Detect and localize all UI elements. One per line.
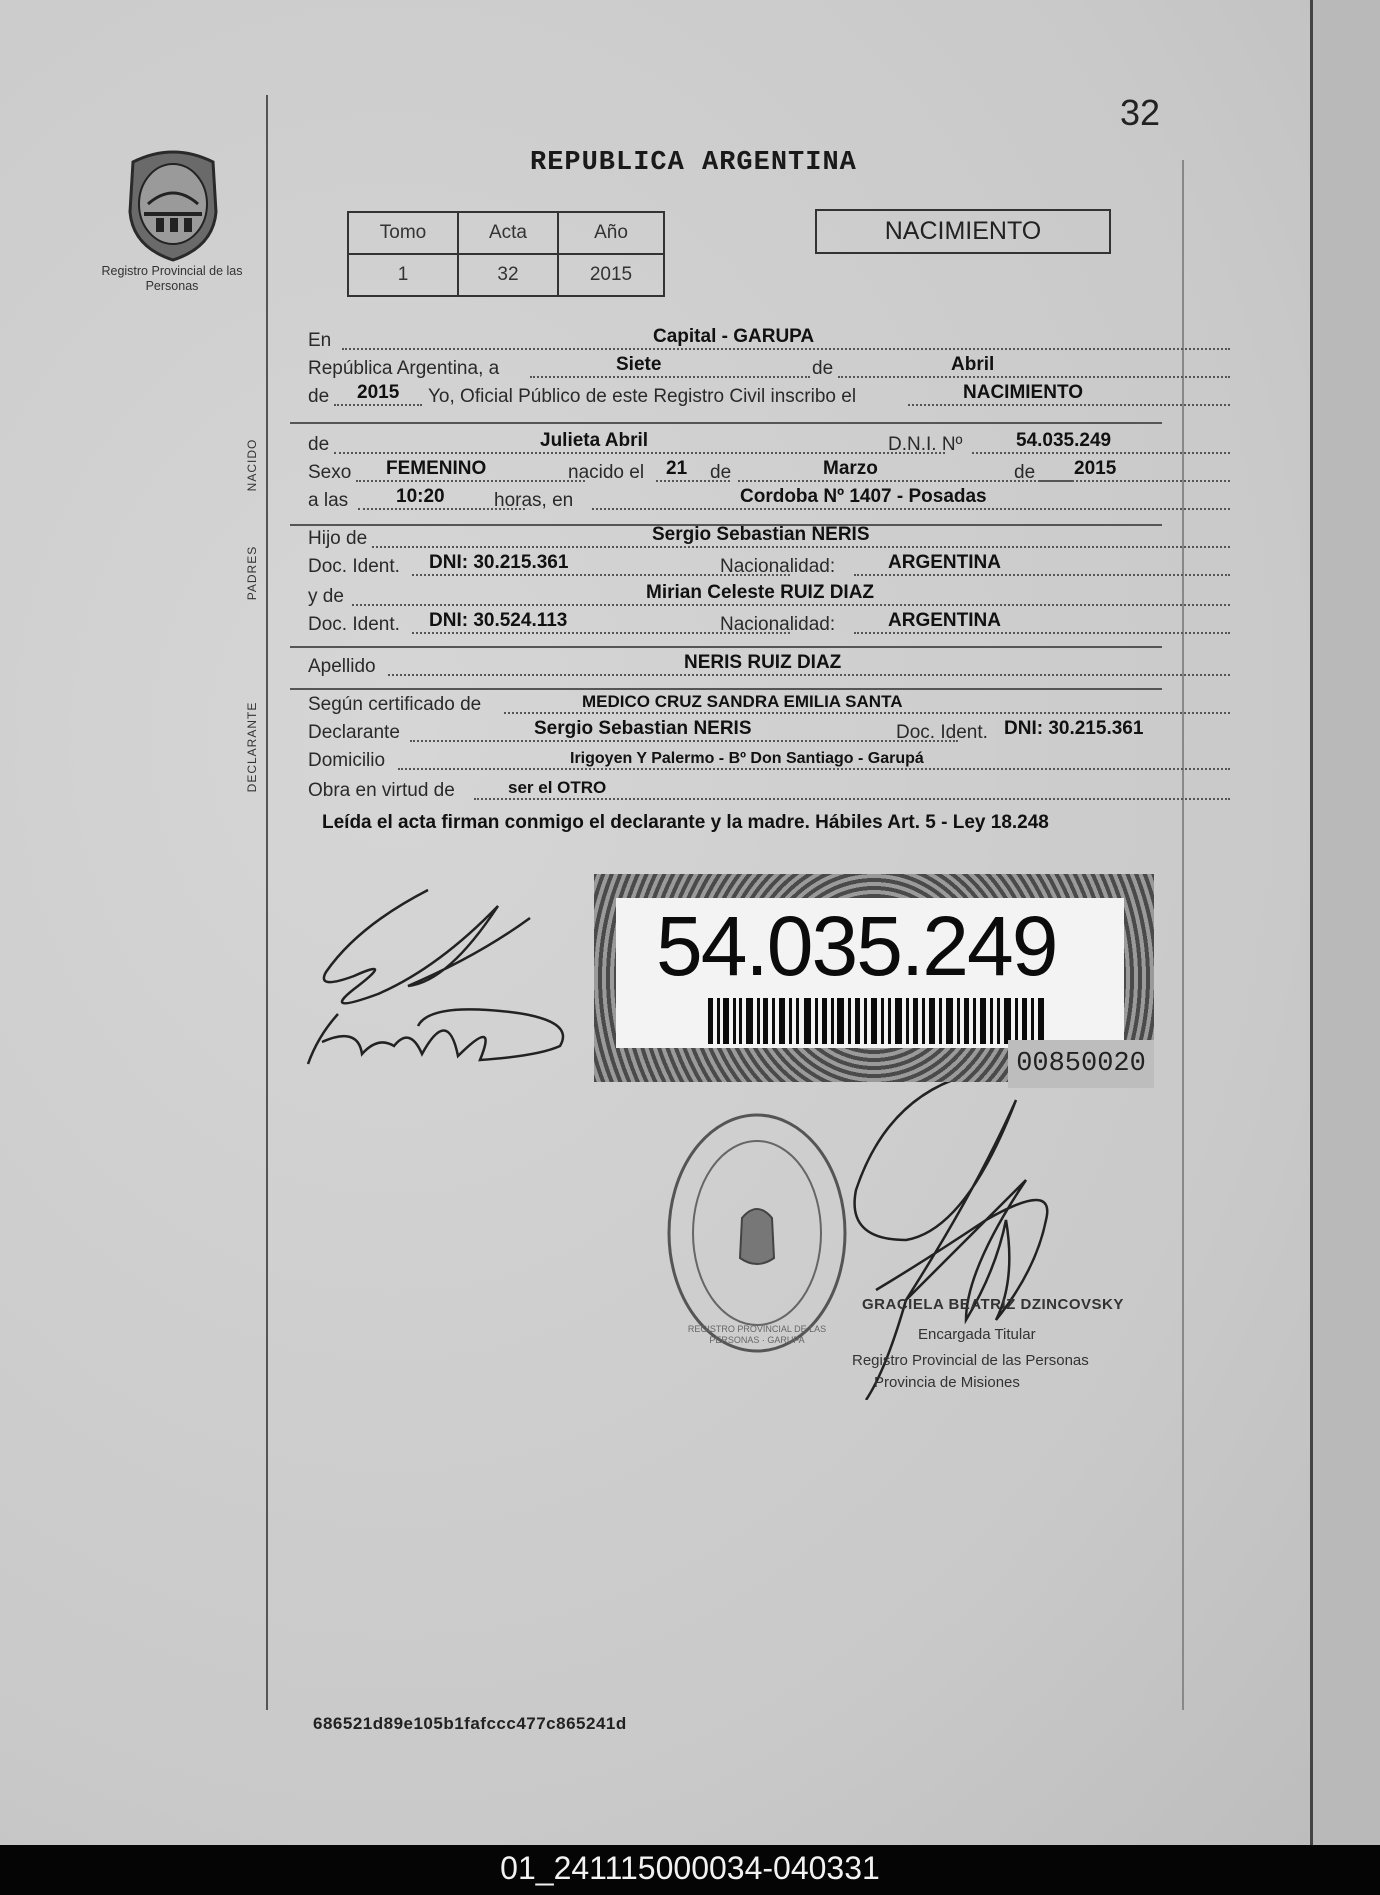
y-de-label: y de	[308, 586, 344, 607]
registry-table	[347, 211, 665, 297]
obra-value: ser el OTRO	[508, 778, 607, 797]
acta-header: Acta	[458, 212, 558, 254]
declarante-label: Declarante	[308, 722, 400, 743]
row-certificado	[308, 690, 1230, 718]
row-madre	[308, 582, 1230, 610]
tomo-header: Tomo	[348, 212, 458, 254]
madre-doc-label: Doc. Ident.	[308, 614, 400, 635]
padre-nac-value: ARGENTINA	[888, 552, 1001, 573]
lugar-value: Cordoba Nº 1407 - Posadas	[740, 486, 987, 507]
row-padre	[308, 524, 1230, 552]
registry-seal	[662, 1108, 852, 1358]
padre-value: Sergio Sebastian NERIS	[652, 524, 870, 545]
nac-de-label: de	[710, 462, 732, 483]
apellido-label: Apellido	[308, 656, 376, 677]
horas-en-label: horas, en	[494, 490, 574, 511]
section-label-declarante: DECLARANTE	[245, 701, 259, 793]
closing-statement: Leída el acta firman conmigo el declarante y la madre. Hábiles Art. 5 - Ley 18.248	[322, 812, 1049, 833]
document-hash: 686521d89e105b1fafccc477c865241d	[313, 1714, 627, 1733]
hora-value: 10:20	[396, 486, 445, 507]
domicilio-value: Irigoyen Y Palermo - Bº Don Santiago - Garupá	[570, 750, 924, 767]
separator	[290, 422, 1162, 424]
official-name: GRACIELA BEATRIZ DZINCOVSKY	[862, 1296, 1124, 1313]
nac-de2-label: de	[1014, 462, 1036, 483]
official-office: Registro Provincial de las Personas	[852, 1352, 1089, 1369]
republica-label: República Argentina, a	[308, 358, 500, 379]
row-madre-doc	[308, 610, 1230, 638]
madre-doc-value: DNI: 30.524.113	[429, 610, 568, 631]
anio-value: 2015	[357, 382, 400, 403]
dia-value: Siete	[616, 354, 662, 375]
domicilio-label: Domicilio	[308, 750, 386, 771]
madre-nac-value: ARGENTINA	[888, 610, 1001, 631]
serial-number: 00850020	[1008, 1040, 1154, 1088]
sexo-value: FEMENINO	[386, 458, 487, 479]
declarant-signature	[298, 886, 568, 1076]
inscripcion-value: NACIMIENTO	[963, 382, 1083, 403]
declarante-doc-label: Doc. Ident.	[896, 722, 988, 743]
row-nombre	[308, 430, 1230, 458]
tomo-value: 1	[348, 254, 458, 296]
anio-header: Año	[558, 212, 664, 254]
page-number: 32	[1120, 92, 1161, 133]
seal-text: REGISTRO PROVINCIAL DE LAS PERSONAS · GARUPA	[687, 1324, 827, 1345]
nac-mes-value: Marzo	[823, 458, 878, 479]
section-label-padres: PADRES	[245, 545, 259, 601]
barcode-bars	[708, 998, 1048, 1044]
de-anio-label: de	[308, 386, 330, 407]
province-logo	[118, 142, 228, 262]
certificado-label: Según certificado de	[308, 694, 482, 715]
declarante-doc-value: DNI: 30.215.361	[1004, 718, 1144, 739]
row-declarante	[308, 718, 1230, 746]
left-margin-rule	[266, 95, 268, 1710]
sexo-label: Sexo	[308, 462, 352, 483]
row-en	[308, 326, 1230, 354]
row-republica	[308, 354, 1230, 382]
padre-doc-value: DNI: 30.215.361	[429, 552, 569, 573]
dni-value: 54.035.249	[1016, 430, 1112, 451]
separator	[290, 646, 1162, 648]
document-title: REPUBLICA ARGENTINA	[530, 148, 857, 178]
padre-doc-label: Doc. Ident.	[308, 556, 400, 577]
padre-nac-label: Nacionalidad:	[720, 556, 836, 577]
acta-value: 32	[458, 254, 558, 296]
section-label-nacido: NACIDO	[245, 438, 259, 492]
obra-label: Obra en virtud de	[308, 780, 455, 801]
nac-dia-value: 21	[666, 458, 688, 479]
logo-caption: Registro Provincial de las Personas	[101, 264, 243, 293]
official-signature	[846, 1070, 1076, 1400]
act-type-box: NACIMIENTO	[815, 209, 1111, 254]
row-domicilio	[308, 746, 1230, 774]
oficial-text: Yo, Oficial Público de este Registro Civil inscribo el	[428, 386, 857, 407]
row-padre-doc	[308, 552, 1230, 580]
hijo-de-label: Hijo de	[308, 528, 368, 549]
barcode-label	[616, 898, 1124, 1048]
mes-value: Abril	[951, 354, 995, 375]
madre-nac-label: Nacionalidad:	[720, 614, 836, 635]
declarante-value: Sergio Sebastian NERIS	[534, 718, 752, 739]
adjacent-page-edge	[1310, 0, 1380, 1845]
en-label: En	[308, 330, 332, 351]
nombre-value: Julieta Abril	[540, 430, 649, 451]
barcode-number: 54.035.249	[656, 899, 1057, 993]
nac-anio-value: 2015	[1074, 458, 1117, 479]
dni-label: D.N.I. Nº	[888, 434, 963, 455]
row-anio	[308, 382, 1230, 410]
apellido-value: NERIS RUIZ DIAZ	[684, 652, 842, 673]
a-las-label: a las	[308, 490, 349, 511]
en-value: Capital - GARUPA	[653, 326, 815, 347]
row-obra	[308, 776, 1230, 804]
certificado-value: MEDICO CRUZ SANDRA EMILIA SANTA	[582, 692, 903, 711]
file-identifier: 01_241115000034-040331	[500, 1850, 880, 1886]
madre-value: Mirian Celeste RUIZ DIAZ	[646, 582, 875, 603]
de-nombre-label: de	[308, 434, 330, 455]
de-label: de	[812, 358, 834, 379]
official-province: Provincia de Misiones	[874, 1374, 1020, 1391]
official-role: Encargada Titular	[918, 1326, 1036, 1343]
row-hora	[308, 486, 1230, 514]
row-sexo	[308, 458, 1230, 486]
anio-value: 2015	[558, 254, 664, 296]
nacido-label: nacido el	[568, 462, 645, 483]
row-apellido	[308, 652, 1230, 680]
